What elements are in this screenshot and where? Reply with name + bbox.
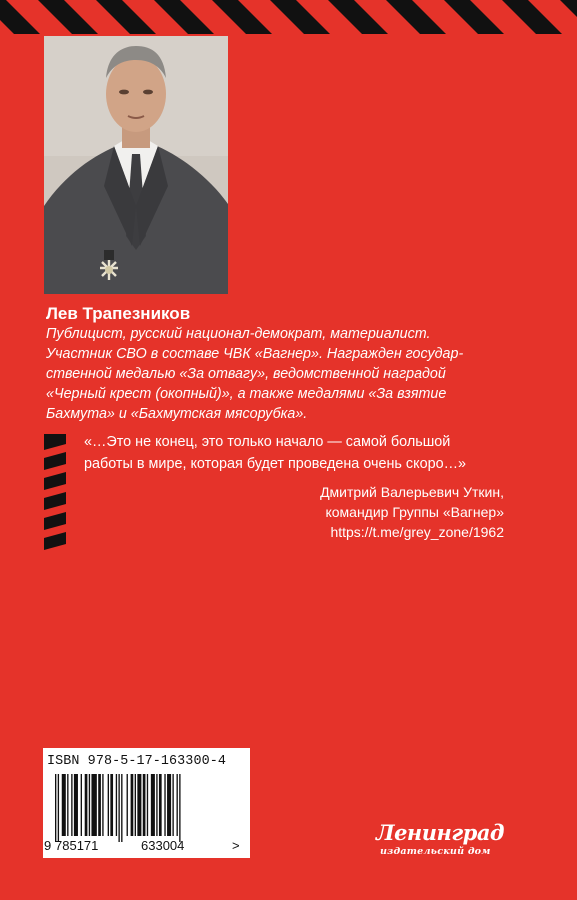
publisher-name: Ленинград — [376, 820, 505, 845]
attribution-title: командир Группы «Вагнер» — [325, 504, 504, 520]
author-name: Лев Трапезников — [46, 304, 191, 323]
author-bio-line: Бахмута» и «Бахмутская мясорубка». — [46, 406, 308, 422]
author-bio-line: ственной медалью «За отвагу», ведомственной наградой — [46, 366, 446, 382]
barcode-bar — [102, 774, 103, 836]
barcode-bar — [164, 774, 165, 836]
isbn-label: ISBN 978-5-17-163300-4 — [47, 754, 226, 769]
quote-text — [84, 431, 524, 475]
author-bio-line: Публицист, русский национал-демократ, материалист. — [46, 326, 431, 342]
author-bio-line: «Черный крест (окопный)», а также медалями «За взятие — [46, 386, 447, 402]
barcode-digit-first: 9 — [44, 838, 52, 853]
barcode-bar — [91, 774, 96, 836]
barcode-bar — [108, 774, 109, 836]
barcode-bar — [147, 774, 148, 836]
publisher-subtitle: издательский дом — [380, 846, 491, 857]
barcode-digits-right: 633004 — [141, 838, 185, 853]
hazard-stripes-icon — [44, 434, 66, 552]
barcode-bar — [156, 774, 157, 836]
barcode-bar — [131, 774, 134, 836]
barcode-bar — [98, 774, 101, 836]
barcode-bar — [135, 774, 136, 836]
barcode-digits-left: 785171 — [55, 838, 99, 853]
quote-line: работы в мире, которая будет проведена очень скоро…» — [84, 456, 466, 472]
attribution-link[interactable]: https://t.me/grey_zone/1962 — [330, 524, 504, 540]
author-bio — [46, 324, 546, 424]
barcode-bar — [177, 774, 178, 836]
barcode-bar — [58, 774, 59, 842]
publisher-logo — [376, 820, 516, 864]
barcode-bars — [53, 774, 227, 842]
isbn-barcode — [43, 748, 250, 858]
barcode-bar — [118, 774, 119, 842]
quote-line: «…Это не конец, это только начало — самой большой — [84, 434, 451, 450]
barcode-bar — [55, 774, 56, 842]
barcode-quiet-zone-mark: > — [232, 838, 240, 853]
barcode-bar — [74, 774, 78, 836]
barcode-bar — [110, 774, 113, 836]
barcode-bar — [85, 774, 88, 836]
barcode-bar — [143, 774, 146, 836]
barcode-bar — [151, 774, 155, 836]
barcode-bar — [71, 774, 72, 836]
barcode-bar — [159, 774, 162, 836]
barcode-bar — [179, 774, 180, 842]
barcode-bar — [81, 774, 82, 836]
barcode-bar — [121, 774, 122, 842]
barcode-bar — [89, 774, 90, 836]
quote-attribution — [320, 482, 504, 542]
barcode-bar — [116, 774, 117, 836]
author-bio-line: Участник СВО в составе ЧВК «Вагнер». Награжден государ- — [46, 346, 464, 362]
author-portrait — [44, 36, 228, 294]
barcode-bar — [127, 774, 128, 836]
barcode-bar — [172, 774, 173, 836]
hazard-stripe-band — [0, 0, 577, 34]
barcode-bar — [67, 774, 68, 836]
attribution-name: Дмитрий Валерьевич Уткин, — [320, 484, 504, 500]
barcode-bar — [137, 774, 141, 836]
barcode-bar — [62, 774, 66, 836]
barcode-bar — [167, 774, 171, 836]
